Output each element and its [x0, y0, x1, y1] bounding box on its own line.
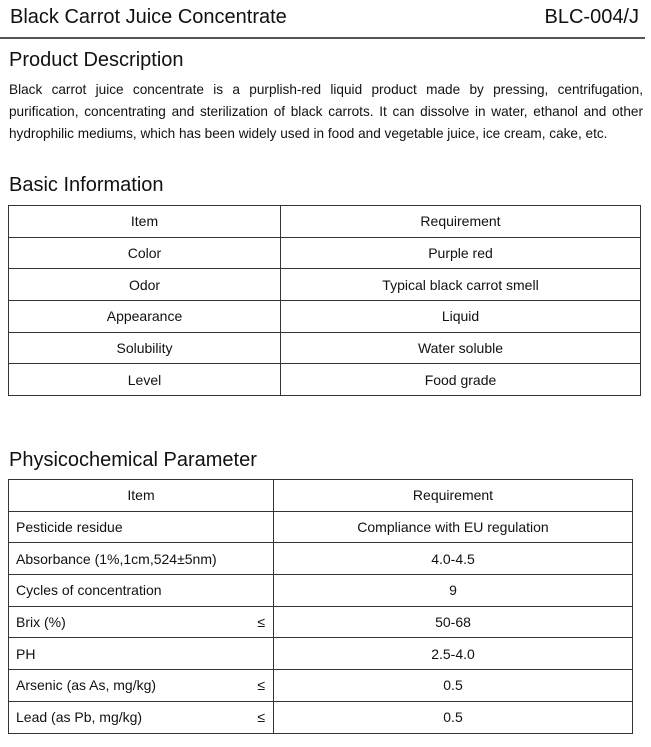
table-row: [9, 301, 641, 333]
item-cell: [9, 638, 274, 670]
requirement-cell: 4.0-4.5: [274, 543, 633, 575]
item-cell: [9, 575, 274, 607]
table-row: [9, 332, 641, 364]
item-label: PH: [16, 645, 36, 662]
limit-symbol: ≤: [257, 709, 265, 726]
table-header-row: [9, 480, 633, 512]
physicochemical-heading: Physicochemical Parameter: [9, 449, 257, 471]
item-label: Brix (%): [16, 614, 66, 631]
item-cell: [9, 701, 274, 733]
product-description-heading: Product Description: [9, 49, 184, 71]
requirement-cell: 0.5: [274, 701, 633, 733]
limit-symbol: ≤: [257, 677, 265, 694]
requirement-cell: 2.5-4.0: [274, 638, 633, 670]
item-cell: Level: [9, 364, 281, 396]
column-header-item: Item: [9, 480, 274, 512]
requirement-cell: 50-68: [274, 606, 633, 638]
table-row: [9, 638, 633, 670]
requirement-cell: Liquid: [281, 301, 641, 333]
requirement-cell: Compliance with EU regulation: [274, 511, 633, 543]
table-row: [9, 701, 633, 733]
basic-information-table: [8, 205, 641, 396]
column-header-requirement: Requirement: [281, 206, 641, 238]
requirement-cell: Food grade: [281, 364, 641, 396]
column-header-requirement: Requirement: [274, 480, 633, 512]
column-header-item: Item: [9, 206, 281, 238]
table-row: [9, 511, 633, 543]
item-label: Arsenic (as As, mg/kg): [16, 677, 157, 694]
requirement-cell: Purple red: [281, 237, 641, 269]
document-title: Black Carrot Juice Concentrate: [10, 6, 287, 28]
item-label: Lead (as Pb, mg/kg): [16, 709, 143, 726]
item-cell: Appearance: [9, 301, 281, 333]
item-cell: [9, 670, 274, 702]
requirement-cell: 0.5: [274, 670, 633, 702]
limit-symbol: ≤: [257, 614, 265, 631]
item-label: Absorbance (1%,1cm,524±5nm): [16, 550, 217, 567]
document-header: [0, 0, 645, 39]
item-cell: [9, 606, 274, 638]
item-cell: Odor: [9, 269, 281, 301]
basic-information-heading: Basic Information: [9, 174, 164, 196]
physicochemical-table: [8, 479, 633, 734]
item-cell: Solubility: [9, 332, 281, 364]
table-row: [9, 364, 641, 396]
table-row: [9, 269, 641, 301]
requirement-cell: Water soluble: [281, 332, 641, 364]
item-cell: Color: [9, 237, 281, 269]
table-row: [9, 670, 633, 702]
table-row: [9, 237, 641, 269]
table-header-row: [9, 206, 641, 238]
item-label: Cycles of concentration: [16, 582, 162, 599]
document-code: BLC-004/J: [544, 6, 639, 28]
requirement-cell: Typical black carrot smell: [281, 269, 641, 301]
item-cell: [9, 543, 274, 575]
table-row: [9, 575, 633, 607]
item-cell: [9, 511, 274, 543]
requirement-cell: 9: [274, 575, 633, 607]
product-description-text: Black carrot juice concentrate is a purplish-red liquid product made by pressing, centrifugation, purification, concentrating and sterilization of black carrots. It can dissolve in water, ethanol and other hydrophilic mediums, which has been widely used in food and vegetable juice, ice cream, cake, etc.: [9, 82, 643, 141]
table-row: [9, 543, 633, 575]
item-label: Pesticide residue: [16, 519, 123, 536]
table-row: [9, 606, 633, 638]
